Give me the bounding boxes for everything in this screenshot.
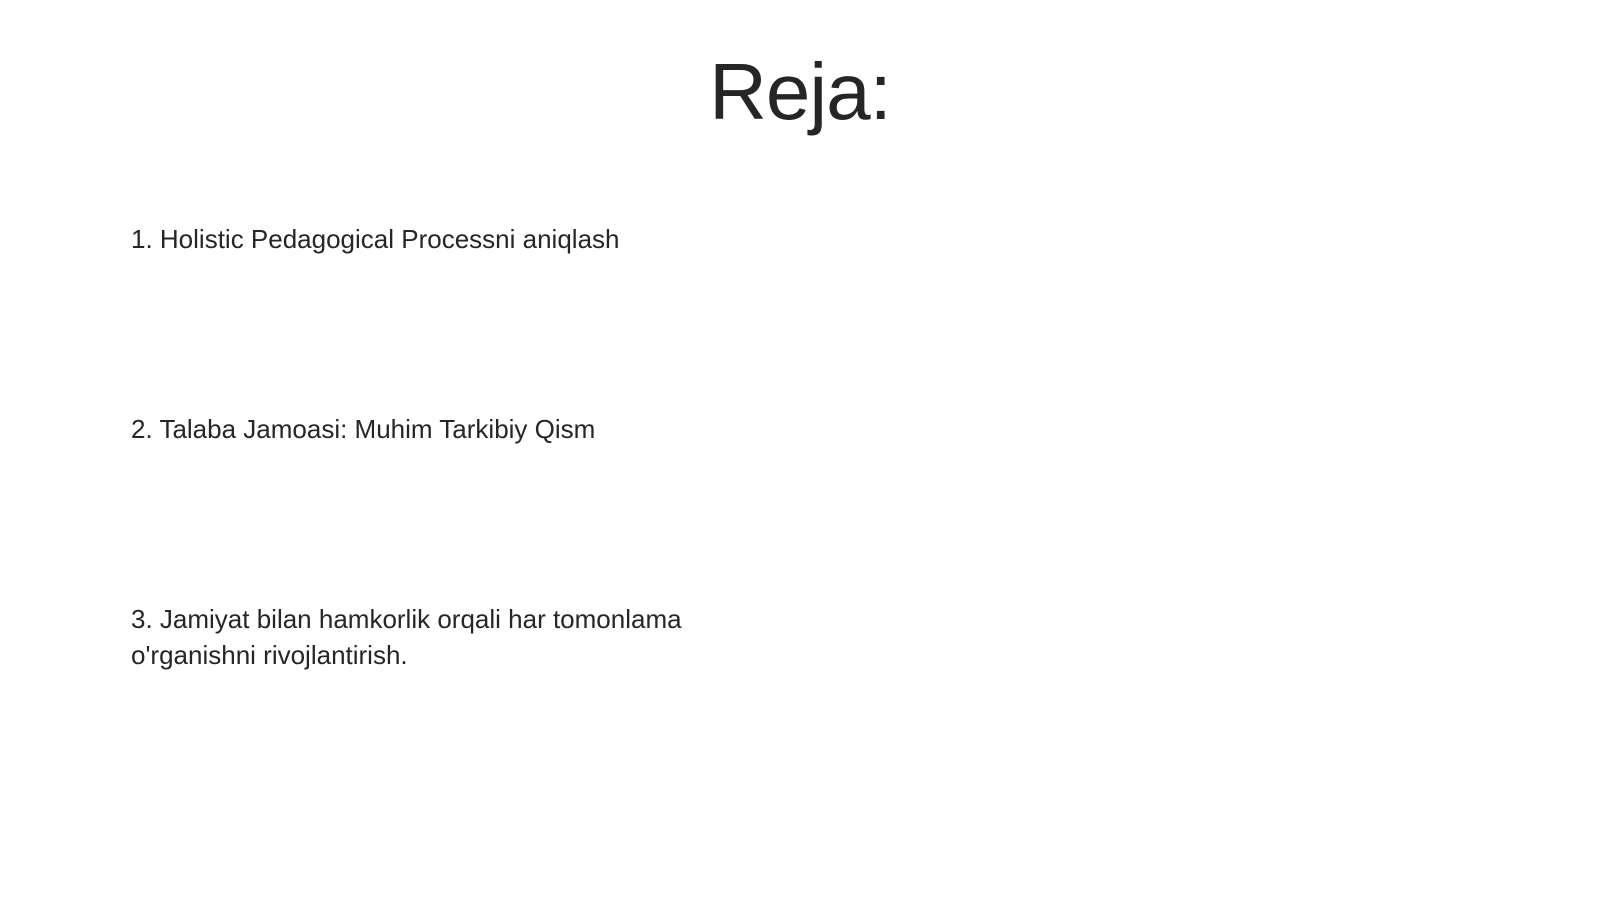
list-item: 1. Holistic Pedagogical Processni aniqlash <box>131 224 620 254</box>
slide-title: Reja: <box>709 47 891 136</box>
list-item: 3. Jamiyat bilan hamkorlik orqali har tomonlama o'rganishni rivojlantirish. <box>131 604 682 670</box>
list-item: 2. Talaba Jamoasi: Muhim Tarkibiy Qism <box>131 414 596 444</box>
